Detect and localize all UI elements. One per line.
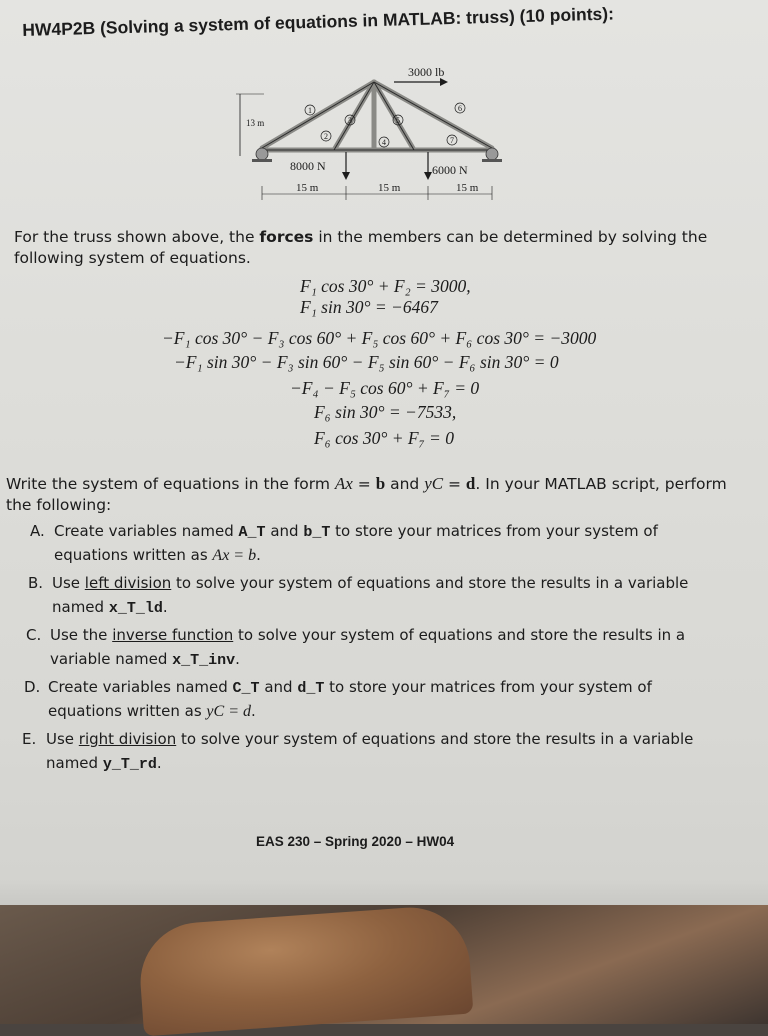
item-d-line-2: equations written as yC = d. [48,702,256,720]
equation-4: −F₁ sin 30° − F₃ sin 60° − F₅ sin 60° − F₆ sin 30° = 0 [174,352,559,372]
item-c-line-1: C. Use the inverse function to solve your system of equations and store the results in a [26,626,686,644]
span-label-3: 15 m [456,182,479,194]
right-load-label: 6000 N [432,163,468,177]
intro-line-1: For the truss shown above, the forces in the members can be determined by solving the [14,228,708,246]
right-load-arrowhead [424,172,432,180]
top-load-label: 3000 lb [408,65,445,79]
equation-2: F₁ sin 30° = −6467 [300,297,438,317]
top-load-arrowhead [440,78,448,86]
member-label-1: 1 [308,106,312,115]
background-leg [137,904,474,1036]
span-label-2: 15 m [378,182,401,194]
item-b-line-1: B. Use left division to solve your system of equations and store the results in a variable [28,574,689,592]
equation-7: F₆ cos 30° + F₇ = 0 [314,428,454,448]
instructions-line-1: Write the system of equations in the form Ax = b and yC = d. In your MATLAB script, perform [6,474,727,493]
right-support [486,148,498,160]
truss-diagram [234,62,520,212]
member-label-5: 5 [396,116,400,125]
equation-6: F₆ sin 30° = −7533, [314,402,457,422]
item-c-line-2: variable named x_T_inv. [50,650,240,669]
member-label-3: 3 [348,116,352,125]
item-a-line-2: equations written as Ax = b. [54,546,261,564]
left-load-arrowhead [342,172,350,180]
item-e-line-2: named y_T_rd. [46,754,162,773]
intro-line-2: following system of equations. [14,249,251,267]
left-load-label: 8000 N [290,159,326,173]
span-label-1: 15 m [296,182,319,194]
left-support [256,148,268,160]
height-label: 13 m [246,118,265,128]
member-label-6: 6 [458,104,462,113]
instructions-line-2: the following: [6,496,112,514]
item-e-line-1: E. Use right division to solve your system of equations and store the results in a variable [22,730,694,748]
equation-3: −F₁ cos 30° − F₃ cos 60° + F₅ cos 60° + F₆ cos 30° = −3000 [162,328,597,348]
member-label-7: 7 [450,136,454,145]
member-label-2: 2 [324,132,328,141]
member-label-4: 4 [382,138,386,147]
problem-title: HW4P2B (Solving a system of equations in MATLAB: truss) (10 points): [22,3,615,40]
item-d-line-1: D. Create variables named C_T and d_T to store your matrices from your system of [24,678,652,697]
footer-course-label: EAS 230 – Spring 2020 – HW04 [256,834,455,849]
item-a-line-1: A. Create variables named A_T and b_T to store your matrices from your system of [30,522,658,541]
equation-5: −F₄ − F₅ cos 60° + F₇ = 0 [290,378,480,398]
equation-1: F₁ cos 30° + F₂ = 3000, [300,276,471,296]
item-b-line-2: named x_T_ld. [52,598,168,617]
